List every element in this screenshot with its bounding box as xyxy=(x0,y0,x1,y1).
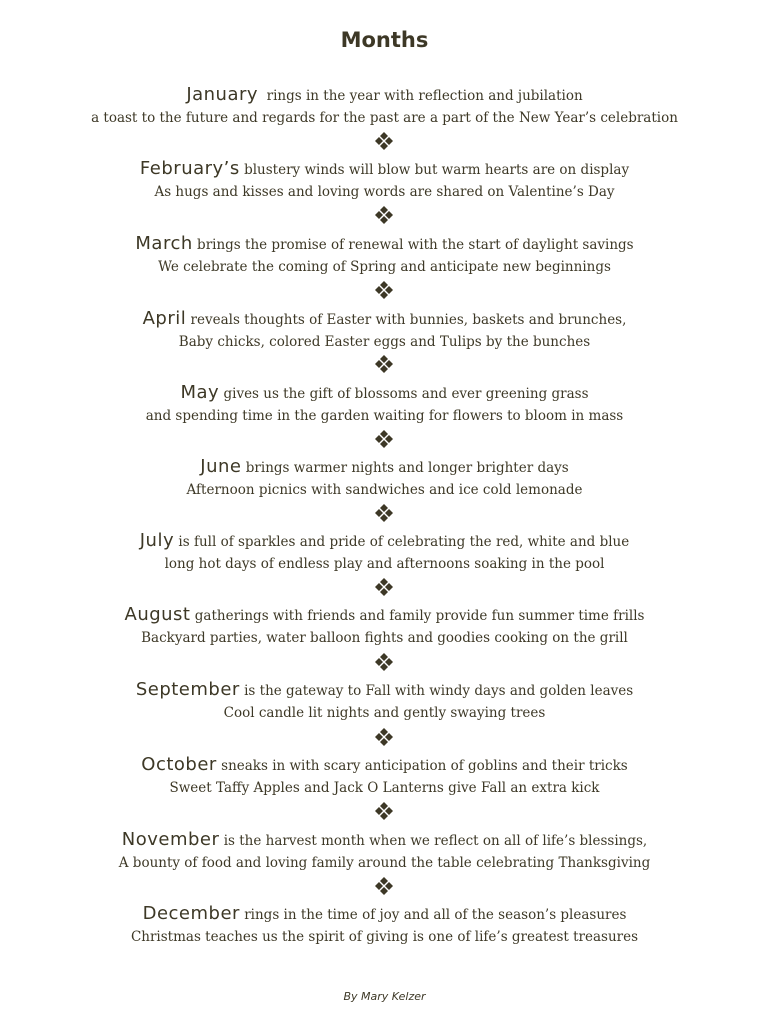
page-title: Months xyxy=(340,28,429,52)
author-byline: By Mary Kelzer xyxy=(343,990,426,1003)
four-diamond-ornament-icon xyxy=(374,876,394,896)
four-diamond-ornament-icon xyxy=(374,727,394,747)
stanza-line-1: is the harvest month when we reflect on all of life’s blessings, xyxy=(219,833,648,849)
month-name: February’s xyxy=(139,158,240,179)
month-name: October xyxy=(141,754,217,775)
stanza-line-2: long hot days of endless play and afternoons soaking in the pool xyxy=(164,556,605,572)
stanza-november xyxy=(0,829,769,874)
stanza-line-2: and spending time in the garden waiting for flowers to bloom in mass xyxy=(145,408,624,424)
stanza-january xyxy=(0,84,769,129)
stanza-line-2: Christmas teaches us the spirit of giving is one of life’s greatest treasures xyxy=(130,929,639,945)
stanza-july xyxy=(0,530,769,575)
month-name: January xyxy=(186,84,259,105)
stanza-october xyxy=(0,754,769,799)
four-diamond-ornament-icon xyxy=(374,801,394,821)
four-diamond-ornament-icon xyxy=(374,280,394,300)
stanza-august xyxy=(0,604,769,649)
stanza-line-1: is full of sparkles and pride of celebrating the red, white and blue xyxy=(174,534,630,550)
stanza-line-2: a toast to the future and regards for the past are a part of the New Year’s celebration xyxy=(91,110,678,126)
four-diamond-ornament-icon xyxy=(374,577,394,597)
stanza-line-2: We celebrate the coming of Spring and anticipate new beginnings xyxy=(158,259,611,275)
stanza-line-2: Afternoon picnics with sandwiches and ice cold lemonade xyxy=(186,482,583,498)
stanza-line-1: blustery winds will blow but warm hearts are on display xyxy=(239,162,630,178)
stanza-line-2: Sweet Taffy Apples and Jack O Lanterns give Fall an extra kick xyxy=(169,780,600,796)
stanza-march xyxy=(0,233,769,278)
stanza-april xyxy=(0,308,769,353)
four-diamond-ornament-icon xyxy=(374,652,394,672)
month-name: June xyxy=(200,456,242,477)
stanza-december xyxy=(0,903,769,948)
stanza-line-1: rings in the year with reflection and jubilation xyxy=(258,88,583,104)
stanza-line-1: gives us the gift of blossoms and ever greening grass xyxy=(219,386,589,402)
four-diamond-ornament-icon xyxy=(374,131,394,151)
stanza-line-1: gatherings with friends and family provide fun summer time frills xyxy=(190,608,645,624)
four-diamond-ornament-icon xyxy=(374,354,394,374)
stanza-may xyxy=(0,382,769,427)
stanza-line-1: sneaks in with scary anticipation of goblins and their tricks xyxy=(216,758,628,774)
month-name: April xyxy=(142,308,187,329)
stanza-line-1: brings warmer nights and longer brighter days xyxy=(241,460,569,476)
four-diamond-ornament-icon xyxy=(374,503,394,523)
month-name: November xyxy=(121,829,220,850)
stanza-june xyxy=(0,456,769,501)
stanza-line-1: rings in the time of joy and all of the season’s pleasures xyxy=(239,907,627,923)
month-name: May xyxy=(180,382,220,403)
stanza-line-1: brings the promise of renewal with the start of daylight savings xyxy=(192,237,634,253)
stanza-line-2: Cool candle lit nights and gently swaying trees xyxy=(223,705,546,721)
stanza-september xyxy=(0,679,769,724)
month-name: July xyxy=(139,530,175,551)
stanza-line-2: As hugs and kisses and loving words are shared on Valentine’s Day xyxy=(154,184,615,200)
stanza-line-2: A bounty of food and loving family around the table celebrating Thanksgiving xyxy=(118,855,651,871)
four-diamond-ornament-icon xyxy=(374,205,394,225)
stanza-line-2: Baby chicks, colored Easter eggs and Tulips by the bunches xyxy=(178,334,591,350)
month-name: March xyxy=(135,233,193,254)
month-name: August xyxy=(124,604,191,625)
month-name: September xyxy=(135,679,240,700)
stanza-line-2: Backyard parties, water balloon fights and goodies cooking on the grill xyxy=(141,630,628,646)
four-diamond-ornament-icon xyxy=(374,429,394,449)
stanza-line-1: reveals thoughts of Easter with bunnies, baskets and brunches, xyxy=(186,312,627,328)
month-name: December xyxy=(142,903,240,924)
stanza-february xyxy=(0,158,769,203)
stanza-line-1: is the gateway to Fall with windy days and golden leaves xyxy=(239,683,634,699)
